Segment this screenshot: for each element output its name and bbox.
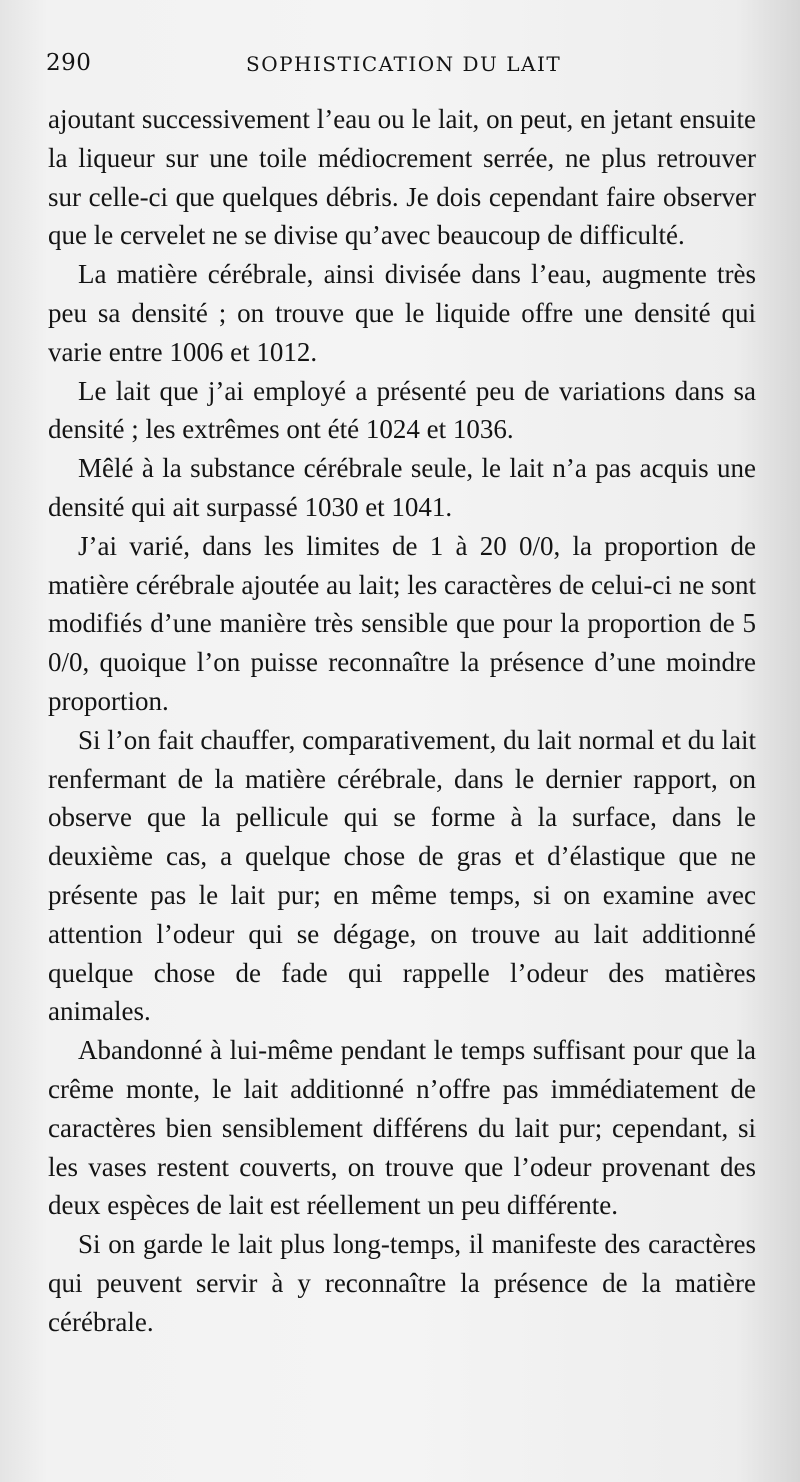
paragraph-5: J’ai varié, dans les limites de 1 à 20 0/0, la proportion de matière cérébrale ajoutée au lait; les caractères de celui-ci ne sont modifiés d’une manière très sensible que pour la proportion de 5 0/0, quoique l’on puisse reconnaître la présence d’une moindre proportion. [48, 530, 756, 716]
page-header [46, 50, 754, 90]
paragraph-2: La matière cérébrale, ainsi divisée dans l’eau, augmente très peu sa densité ; on trouve que le liquide offre une densité qui varie entre 1006 et 1012. [48, 259, 756, 367]
page-number: 290 [46, 50, 92, 76]
paragraph-3: Le lait que j’ai employé a présenté peu de variations dans sa densité ; les extrêmes ont été 1024 et 1036. [48, 375, 756, 445]
paragraph-4: Mêlé à la substance cérébrale seule, le lait n’a pas acquis une densité qui ait surpassé 1030 et 1041. [48, 453, 756, 522]
running-title: SOPHISTICATION DU LAIT [246, 52, 562, 76]
paragraph-1: ajoutant successivement l’eau ou le lait, on peut, en jetant ensuite la liqueur sur une toile médiocrement serrée, ne plus retrouver sur celle-ci que quelques débris. Je dois cependant faire observer que le cervelet ne se divise qu’avec beaucoup de difficulté. [48, 104, 756, 251]
paragraph-7: Abandonné à lui-même pendant le temps suffisant pour que la crême monte, le lait additionné n’offre pas immédiatement de caractères bien sensiblement différens du lait pur; cependant, si les vases restent couverts, on trouve que l’odeur provenant des deux espèces de lait est réellement un peu différente. [48, 1035, 756, 1221]
paragraph-6: Si l’on fait chauffer, comparativement, du lait normal et du lait renfermant de la matière cérébrale, dans le dernier rapport, on observe que la pellicule qui se forme à la surface, dans le deuxième cas, a quelque chose de gras et d’élastique que ne présente pas le lait pur; en même temps, si on examine avec attention l’odeur qui se dégage, on trouve au lait additionné quelque chose de fade qui rappelle l’odeur des matières animales. [48, 724, 756, 1027]
paragraph-8: Si on garde le lait plus long-temps, il manifeste des caractères qui peuvent servir à y reconnaître la présence de la matière cérébrale. [48, 1229, 756, 1337]
body-text [48, 100, 756, 1342]
